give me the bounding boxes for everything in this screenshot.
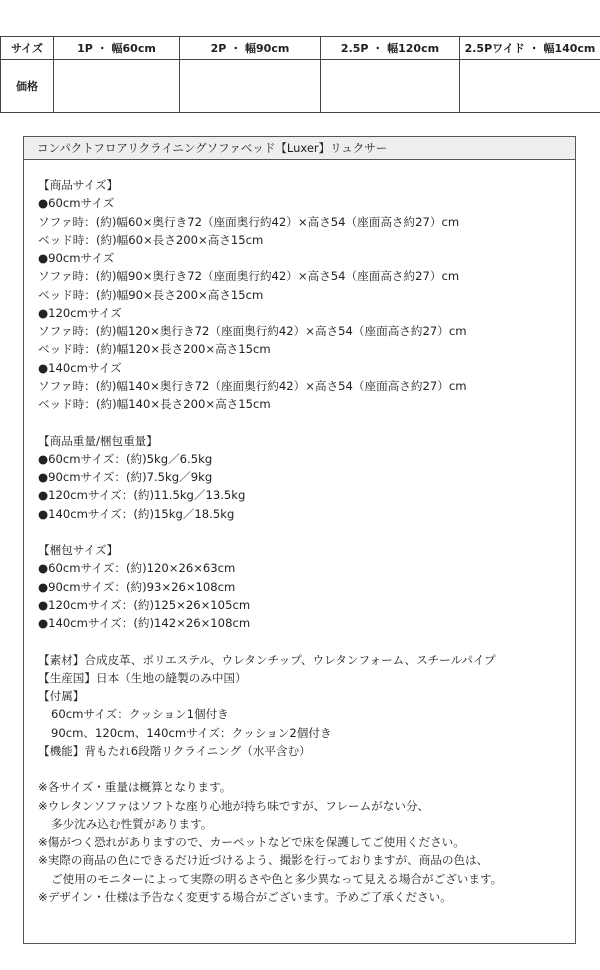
size-140-sofa: ソファ時：(約)幅140×奥行き72（座面奥行約42）×高さ54（座面高さ約27）cm bbox=[38, 378, 467, 393]
price-60-cell bbox=[54, 60, 180, 113]
note-floor: ※傷がつく恐れがありますので、カーペットなどで床を保護してご使用ください。 bbox=[38, 835, 465, 849]
pack-heading: 【梱包サイズ】 bbox=[38, 543, 119, 557]
pack-90: ●90cmサイズ：(約)93×26×108cm bbox=[38, 579, 236, 594]
size-140-cell: 2.5Pワイド ・ 幅140cm bbox=[460, 37, 600, 60]
pack-60: ●60cmサイズ：(約)120×26×63cm bbox=[38, 561, 236, 576]
product-detail-box bbox=[23, 136, 576, 944]
product-title: コンパクトフロアリクライニングソファベッド【Luxer】リュクサー bbox=[24, 137, 575, 160]
pack-140: ●140cmサイズ：(約)142×26×108cm bbox=[38, 616, 251, 630]
size-120-title: ●120cmサイズ bbox=[38, 305, 122, 320]
size-140-title: ●140cmサイズ bbox=[38, 360, 122, 375]
size-120-bed: ベッド時：(約)幅120×長さ200×高さ15cm bbox=[38, 342, 271, 357]
spacer bbox=[38, 760, 575, 778]
material-line: 【素材】合成皮革、ポリエステル、ウレタンチップ、ウレタンフォーム、スチールパイプ bbox=[38, 652, 496, 667]
size-60-title: ●60cmサイズ bbox=[38, 196, 115, 211]
size-heading: 【商品サイズ】 bbox=[38, 178, 119, 192]
note-color: ※実際の商品の色にできるだけ近づけるよう、撮影を行っておりますが、商品の色は、 bbox=[38, 853, 489, 868]
size-90-title: ●90cmサイズ bbox=[38, 251, 115, 265]
note-urethane: ※ウレタンソファはソフトな座り心地が持ち味ですが、フレームがない分、 bbox=[38, 798, 430, 813]
size-60-sofa: ソファ時：(約)幅60×奥行き72（座面奥行約42）×高さ54（座面高さ約27）cm bbox=[38, 214, 460, 229]
weight-140: ●140cmサイズ：(約)15kg／18.5kg bbox=[38, 506, 235, 521]
price-row bbox=[1, 60, 600, 113]
accessory-other: 90cm、120cm、140cmサイズ：クッション2個付き bbox=[51, 725, 332, 740]
price-140-cell bbox=[460, 60, 600, 113]
size-label: サイズ bbox=[1, 37, 54, 60]
size-90-bed: ベッド時：(約)幅90×長さ200×高さ15cm bbox=[38, 287, 264, 302]
size-120-cell: 2.5P ・ 幅120cm bbox=[321, 37, 460, 60]
price-label: 価格 bbox=[1, 60, 54, 113]
accessory-heading: 【付属】 bbox=[38, 689, 85, 703]
weight-120: ●120cmサイズ：(約)11.5kg／13.5kg bbox=[38, 488, 246, 503]
price-120-cell bbox=[321, 60, 460, 113]
size-120-sofa: ソファ時：(約)幅120×奥行き72（座面奥行約42）×高さ54（座面高さ約27）cm bbox=[38, 324, 467, 338]
spacer bbox=[38, 523, 575, 541]
pack-120: ●120cmサイズ：(約)125×26×105cm bbox=[38, 597, 251, 612]
size-90-sofa: ソファ時：(約)幅90×奥行き72（座面奥行約42）×高さ54（座面高さ約27）cm bbox=[38, 269, 460, 284]
note-design: ※デザイン・仕様は予告なく変更する場合がございます。予めご了承ください。 bbox=[38, 889, 452, 904]
weight-60: ●60cmサイズ：(約)5kg／6.5kg bbox=[38, 451, 213, 466]
weight-heading: 【商品重量/梱包重量】 bbox=[38, 433, 158, 448]
origin-line: 【生産国】日本（生地の縫製のみ中国） bbox=[38, 670, 247, 685]
product-spec-body bbox=[24, 160, 575, 906]
size-140-bed: ベッド時：(約)幅140×長さ200×高さ15cm bbox=[38, 397, 271, 411]
size-90-cell: 2P ・ 幅90cm bbox=[180, 37, 321, 60]
size-60-cell: 1P ・ 幅60cm bbox=[54, 37, 180, 60]
price-table bbox=[0, 36, 600, 113]
spacer bbox=[38, 632, 575, 650]
spacer bbox=[38, 413, 575, 431]
note-approx: ※各サイズ・重量は概算となります。 bbox=[38, 780, 232, 795]
function-line: 【機能】背もたれ6段階リクライニング（水平含む） bbox=[38, 743, 311, 758]
size-60-bed: ベッド時：(約)幅60×長さ200×高さ15cm bbox=[38, 232, 264, 247]
size-row bbox=[1, 37, 600, 60]
note-urethane-cont: 多少沈み込む性質があります。 bbox=[51, 816, 213, 831]
note-color-cont: ご使用のモニターによって実際の明るさや色と多少異なって見える場合がございます。 bbox=[51, 871, 503, 886]
price-90-cell bbox=[180, 60, 321, 113]
accessory-60: 60cmサイズ：クッション1個付き bbox=[51, 707, 229, 722]
weight-90: ●90cmサイズ：(約)7.5kg／9kg bbox=[38, 470, 213, 484]
